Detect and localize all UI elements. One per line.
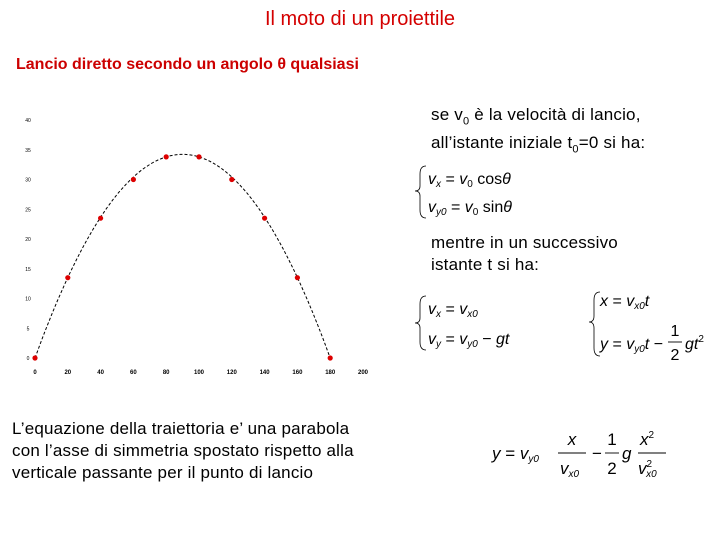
y-tick-label: 25 — [25, 207, 31, 214]
data-point — [98, 216, 103, 221]
conclusion-line1: L’equazione della traiettoria e’ una parabola — [12, 419, 350, 438]
data-point — [65, 275, 70, 280]
data-point — [328, 355, 333, 360]
svg-text:−: − — [592, 444, 602, 463]
data-point — [295, 275, 300, 280]
slide-title: Il moto di un proiettile — [264, 8, 456, 30]
velocity-at-t-equations — [412, 290, 552, 356]
svg-text:y = vy0: y = vy0 — [492, 444, 539, 465]
svg-text:vy = vy0 − gt: vy = vy0 − gt — [428, 331, 510, 350]
y-tick-label: 40 — [25, 118, 31, 124]
y-tick-label: 30 — [25, 177, 31, 184]
x-tick-label: 100 — [193, 370, 205, 376]
initial-line1-a: se v — [431, 105, 463, 124]
svg-text:vy0 = v0 sinθ: vy0 = v0 sinθ — [428, 199, 512, 218]
svg-text:vx = v0 cosθ: vx = v0 cosθ — [428, 171, 511, 190]
y-tick-label: 10 — [25, 296, 31, 303]
conclusion-line2: con l’asse di simmetria spostato rispetto alla — [12, 441, 354, 460]
svg-text:2: 2 — [607, 459, 617, 478]
svg-text:y = vy0t −: y = vy0t − — [600, 336, 664, 355]
x-tick-label: 200 — [357, 370, 369, 376]
x-tick-label: 40 — [97, 370, 104, 376]
successive-instant-text — [431, 232, 618, 276]
position-at-t-equations — [588, 284, 718, 368]
trajectory-curve — [35, 154, 330, 358]
data-point — [196, 154, 201, 159]
svg-text:x: x — [567, 430, 577, 449]
svg-text:g: g — [622, 444, 632, 463]
x-tick-label: 120 — [226, 370, 237, 376]
successive-line1: mentre in un successivo — [431, 233, 618, 252]
data-point — [164, 154, 169, 159]
x-tick-label: 180 — [325, 370, 336, 376]
conclusion-line3: verticale passante per il punto di lancio — [12, 463, 314, 482]
initial-velocity-equations — [412, 160, 552, 222]
svg-text:vx0: vx0 — [560, 459, 580, 480]
slide-subtitle: Lancio diretto secondo un angolo θ qualsiasi — [16, 56, 359, 73]
x-tick-label: 160 — [292, 370, 303, 376]
trajectory-chart — [0, 100, 380, 390]
initial-line1-b: è la velocità di lancio, — [469, 105, 641, 124]
svg-text:2: 2 — [670, 347, 680, 364]
svg-text:x2: $x^2$ — [640, 430, 655, 449]
data-point — [262, 216, 267, 221]
x-tick-label: 0 — [33, 370, 37, 376]
initial-line1-sub: 0 — [462, 115, 470, 128]
svg-text:1: 1 — [607, 430, 617, 449]
svg-text:gt2: $gt^2$ — [685, 334, 704, 353]
data-point — [32, 355, 37, 360]
x-tick-label: 20 — [64, 370, 72, 376]
y-tick-label: 5 — [26, 326, 30, 333]
conclusion-text — [12, 418, 354, 484]
x-tick-label: 60 — [130, 370, 137, 376]
data-point — [131, 177, 136, 182]
svg-text:1: 1 — [670, 323, 680, 340]
x-tick-label: 80 — [162, 370, 170, 376]
initial-conditions-text — [431, 104, 645, 161]
initial-line2-b: =0 si ha: — [578, 133, 646, 153]
svg-text:v2x0: $v^2$ x0 — [638, 459, 657, 480]
x-tick-label: 140 — [259, 370, 270, 376]
y-tick-label: 15 — [25, 266, 31, 273]
y-tick-label: 35 — [25, 147, 31, 154]
y-tick-label: 0 — [26, 356, 30, 362]
successive-line2: istante t si ha: — [431, 255, 540, 274]
svg-text:x = vx0t: x = vx0t — [600, 293, 650, 312]
svg-text:vx = vx0: vx = vx0 — [428, 301, 478, 320]
trajectory-equation — [488, 424, 678, 486]
initial-line2-sub: 0 — [572, 143, 579, 156]
initial-line2-a: all’istante iniziale t — [431, 133, 573, 153]
data-point — [229, 177, 234, 182]
y-tick-label: 20 — [25, 237, 31, 243]
